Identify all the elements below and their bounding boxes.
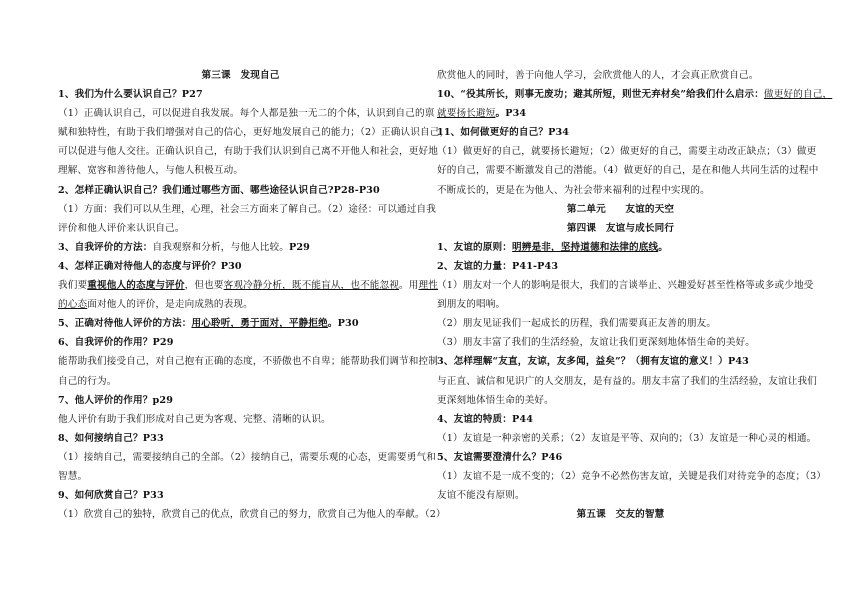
text-segment: 能帮助我们接受自己，对自己抱有正确的态度，不骄傲也不自卑；能帮助我们调节和控制 xyxy=(58,356,439,368)
text-segment: 好的自己，需要不断激发自己的潜能。（4）做更好的自己，是在和他人共同生活的过程中 xyxy=(437,165,819,177)
section-heading xyxy=(58,66,423,85)
text-line xyxy=(437,448,804,467)
text-segment: 就要扬长避短 xyxy=(437,108,496,120)
text-line xyxy=(58,505,446,524)
text-segment: 第四课 友谊与成长同行 xyxy=(566,222,675,234)
text-line xyxy=(437,295,804,314)
text-segment: 重视他人的态度与评价 xyxy=(87,280,185,292)
text-line xyxy=(437,276,814,295)
text-segment: 。 xyxy=(658,241,668,253)
text-segment: 3、怎样理解“友直，友谅，友多闻，益矣”？（拥有友谊的意义！）P43 xyxy=(437,356,750,368)
text-line xyxy=(58,391,423,410)
text-segment: 理性 xyxy=(418,280,439,292)
text-segment: （1）方面：我们可以从生理，心理，社会三方面来了解自己。（2）途径：可以通过自我 xyxy=(58,203,436,215)
text-line xyxy=(437,238,804,257)
text-segment: 2、友谊的力量：P41-P43 xyxy=(437,260,559,272)
text-segment: 3、自我评价的方法： xyxy=(58,241,153,253)
text-line xyxy=(58,429,423,448)
text-segment: 更深刻地体悟生命的美好。 xyxy=(437,394,554,406)
text-line xyxy=(58,333,423,352)
text-segment: 不断成长的，更是在为他人、为社会带来福利的过程中实现的。 xyxy=(437,184,710,196)
text-segment: 11、如何做更好的自己？P34 xyxy=(437,127,570,139)
text-line xyxy=(58,276,439,295)
text-line xyxy=(58,200,436,219)
text-segment: （1）欣赏自己的独特，欣赏自己的优点，欣赏自己的努力，欣赏自己为他人的奉献。（2） xyxy=(58,509,446,521)
text-segment: 可以促进与他人交往。正确认识自己，有助于我们认识到自己离不开他人和社会，更好地 xyxy=(58,146,439,158)
text-segment: 欣赏他人的同时，善于向他人学习，会欣赏他人的人，才会真正欣赏自己。 xyxy=(437,70,759,81)
text-line xyxy=(58,161,423,180)
text-line xyxy=(58,372,423,391)
text-segment: 自我观察和分析，与他人比较。 xyxy=(152,241,289,253)
text-segment: 他人评价有助于我们形成对自己更为客观、完整、清晰的认识。 xyxy=(58,413,331,425)
text-segment: 做更好的自己， xyxy=(764,89,833,101)
text-line xyxy=(437,66,804,85)
text-segment: 明辨是非，坚持道德和法律的底线 xyxy=(512,241,659,253)
section-heading xyxy=(437,505,804,524)
text-segment: （1）友谊是一种亲密的关系；（2）友谊是平等、双向的；（3）友谊是一种心灵的相通。 xyxy=(437,432,817,444)
text-line xyxy=(437,429,817,448)
text-line xyxy=(437,410,804,429)
text-segment: （1）做更好的自己，就要扬长避短；（2）做更好的自己，需要主动改正缺点；（3）做更 xyxy=(437,146,817,158)
right-column xyxy=(437,66,833,524)
text-line xyxy=(58,181,423,200)
text-segment: 10、“役其所长，则事无废功；避其所短，则世无弃材矣”给我们什么启示： xyxy=(437,89,765,101)
text-segment: （2）朋友见证我们一起成长的历程，我们需要真正友善的朋友。 xyxy=(437,318,717,330)
text-line xyxy=(437,181,804,200)
text-line xyxy=(437,372,818,391)
text-line xyxy=(437,333,804,352)
text-segment: 8、如何接纳自己？P33 xyxy=(58,432,164,444)
text-segment: 。P30 xyxy=(327,318,359,330)
text-segment: 用心聆听，勇于面对，平静拒绝 xyxy=(191,318,328,330)
text-segment: 2、怎样正确认识自己？我们通过哪些方面、哪些途径认识自己?P28-P30 xyxy=(58,184,380,196)
text-segment: 5、正确对待他人评价的方法： xyxy=(58,318,192,330)
text-line xyxy=(437,314,804,333)
text-segment: 4、怎样正确对待他人的态度与评价？P30 xyxy=(58,260,242,272)
text-segment: 的心态 xyxy=(58,299,88,311)
text-segment: 客观冷静分析，既不能盲从，也不能忽视 xyxy=(223,280,400,292)
text-line xyxy=(437,161,819,180)
text-segment: 第五课 交友的智慧 xyxy=(576,509,665,521)
text-segment: 到朋友的唱响。 xyxy=(437,299,506,311)
text-line xyxy=(58,257,423,276)
text-line xyxy=(58,85,423,104)
text-segment: 7、他人评价的作用？p29 xyxy=(58,394,174,406)
text-segment: 自己的行为。 xyxy=(58,375,117,387)
text-line xyxy=(437,85,833,104)
text-segment: 9、如何欣赏自己？P33 xyxy=(58,490,164,502)
text-line xyxy=(437,467,827,486)
text-line xyxy=(58,352,439,371)
text-line xyxy=(437,104,804,123)
text-segment: 1、我们为什么要认识自己？P27 xyxy=(58,89,203,101)
text-line xyxy=(437,486,804,505)
text-segment: 智慧。 xyxy=(58,470,88,482)
text-segment: 5、友谊需要澄清什么？P46 xyxy=(437,451,563,463)
text-line xyxy=(58,238,423,257)
text-line xyxy=(58,219,423,238)
text-line xyxy=(58,486,423,505)
text-segment: 6、自我评价的作用？P29 xyxy=(58,337,174,349)
left-column xyxy=(58,66,450,524)
text-line xyxy=(58,295,423,314)
text-line xyxy=(437,391,804,410)
text-line xyxy=(58,448,436,467)
text-segment: 友谊不能没有原则。 xyxy=(437,490,525,502)
text-line xyxy=(437,352,804,371)
text-segment: （1）正确认识自己，可以促进自我发展。每个人都是独一无二的个体，认识到自己的禀 xyxy=(58,108,435,120)
text-segment: （1）接纳自己，需要接纳自己的全部。（2）接纳自己，需要乐观的心态，更需要勇气和 xyxy=(58,451,436,463)
text-segment: 面对他人的评价，是走向成熟的表现。 xyxy=(87,299,253,311)
text-segment: P29 xyxy=(288,241,310,253)
text-segment: 第三课 发现自己 xyxy=(201,70,280,81)
text-segment: 我们要 xyxy=(58,280,88,292)
text-segment: 1、友谊的原则： xyxy=(437,241,513,253)
text-line xyxy=(58,467,423,486)
text-line xyxy=(58,142,439,161)
text-segment: （1）朋友对一个人的影响是很大，我们的言谈举止、兴趣爱好甚至性格等或多或少地受 xyxy=(437,280,814,292)
text-line xyxy=(58,123,450,142)
text-segment: ，但也要 xyxy=(184,280,224,292)
text-segment: 。P34 xyxy=(495,108,527,120)
text-segment: 与正直、诚信和见识广的人交朋友，是有益的。朋友丰富了我们的生活经验，友谊让我们 xyxy=(437,375,818,387)
text-segment: 理解、宽容和善待他人，与他人积极互动。 xyxy=(58,165,244,177)
text-segment: 4、友谊的特质：P44 xyxy=(437,413,534,425)
text-line xyxy=(58,314,423,333)
section-heading xyxy=(437,200,804,219)
text-line xyxy=(437,257,804,276)
text-segment: 。用 xyxy=(399,280,419,292)
text-segment: 赋和独特性，有助于我们增强对自己的信心，更好地发展自己的能力；（2）正确认识自己， xyxy=(58,127,450,139)
text-line xyxy=(437,142,817,161)
section-heading xyxy=(437,219,804,238)
text-line xyxy=(58,104,435,123)
text-line xyxy=(58,410,423,429)
text-segment: （1）友谊不是一成不变的；（2）竞争不必然伤害友谊，关键是我们对待竞争的态度；（3） xyxy=(437,470,827,482)
text-segment: 第二单元 友谊的天空 xyxy=(566,203,675,215)
text-line xyxy=(437,123,804,142)
text-segment: （3）朋友丰富了我们的生活经验，友谊让我们更深刻地体悟生命的美好。 xyxy=(437,337,756,349)
text-segment: 评价和他人评价来认识自己。 xyxy=(58,222,185,234)
